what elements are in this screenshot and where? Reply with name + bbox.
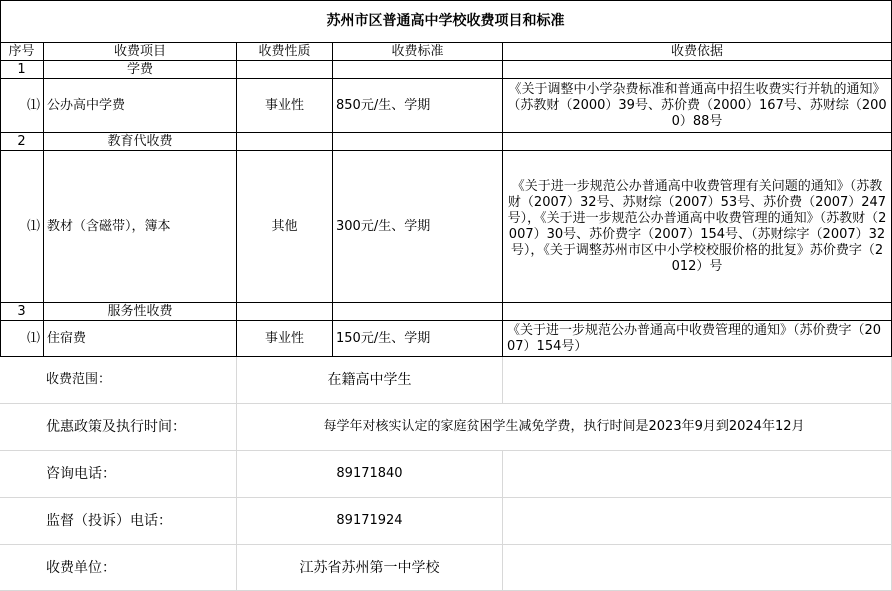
- sub-nature: 事业性: [237, 79, 333, 133]
- empty-cell: [503, 357, 892, 404]
- empty-cell: [237, 61, 333, 79]
- phone-label: 咨询电话：: [0, 451, 237, 498]
- table-title: 苏州市区普通高中学校收费项目和标准: [0, 0, 892, 43]
- complaint-label: 监督（投诉）电话：: [0, 498, 237, 545]
- header-standard: 收费标准: [333, 43, 503, 61]
- empty-cell: [503, 545, 892, 591]
- phone-value: 89171840: [237, 451, 503, 498]
- section-name: 学费: [44, 61, 237, 79]
- sub-nature: 其他: [237, 151, 333, 303]
- unit-label: 收费单位：: [0, 545, 237, 591]
- sub-item: 教材（含磁带），簿本: [44, 151, 237, 303]
- sub-standard: 150元/生、学期: [333, 321, 503, 357]
- sub-no: ⑴: [0, 79, 44, 133]
- sub-no: ⑴: [0, 321, 44, 357]
- sub-item: 住宿费: [44, 321, 237, 357]
- scope-label: 收费范围：: [0, 357, 237, 404]
- empty-cell: [237, 133, 333, 151]
- section-no: 3: [0, 303, 44, 321]
- sub-basis: 《关于进一步规范公办普通高中收费管理的通知》（苏价费字（2007）154号）: [503, 321, 892, 357]
- policy-value: 每学年对核实认定的家庭贫困学生减免学费，执行时间是2023年9月到2024年12月: [237, 404, 892, 451]
- scope-value: 在籍高中学生: [237, 357, 503, 404]
- header-item: 收费项目: [44, 43, 237, 61]
- empty-cell: [503, 498, 892, 545]
- sub-basis: 《关于进一步规范公办普通高中收费管理有关问题的通知》（苏教财（2007）32号、苏财综（2007）53号、苏价费（2007）247号），《关于进一步规范公办普通高中收费管理的通知》（苏教财（2007）30号、苏价费字（2007）154号、（苏财综字（2007）32号），《关于调整苏州市区中小学校校服价格的批复》苏价费字（2012）号: [503, 151, 892, 303]
- empty-cell: [333, 303, 503, 321]
- policy-label: 优惠政策及执行时间：: [0, 404, 237, 451]
- sub-item: 公办高中学费: [44, 79, 237, 133]
- sub-no: ⑴: [0, 151, 44, 303]
- sub-nature: 事业性: [237, 321, 333, 357]
- section-name: 教育代收费: [44, 133, 237, 151]
- empty-cell: [503, 451, 892, 498]
- empty-cell: [333, 61, 503, 79]
- section-name: 服务性收费: [44, 303, 237, 321]
- complaint-value: 89171924: [237, 498, 503, 545]
- sub-basis: 《关于调整中小学杂费标准和普通高中招生收费实行并轨的通知》（苏教财（2000）39号、苏价费（2000）167号、苏财综（2000）88号: [503, 79, 892, 133]
- sub-standard: 300元/生、学期: [333, 151, 503, 303]
- section-no: 2: [0, 133, 44, 151]
- header-basis: 收费依据: [503, 43, 892, 61]
- empty-cell: [503, 133, 892, 151]
- section-no: 1: [0, 61, 44, 79]
- sub-standard: 850元/生、学期: [333, 79, 503, 133]
- header-seq: 序号: [0, 43, 44, 61]
- empty-cell: [503, 61, 892, 79]
- empty-cell: [503, 303, 892, 321]
- header-nature: 收费性质: [237, 43, 333, 61]
- empty-cell: [333, 133, 503, 151]
- unit-value: 江苏省苏州第一中学校: [237, 545, 503, 591]
- empty-cell: [237, 303, 333, 321]
